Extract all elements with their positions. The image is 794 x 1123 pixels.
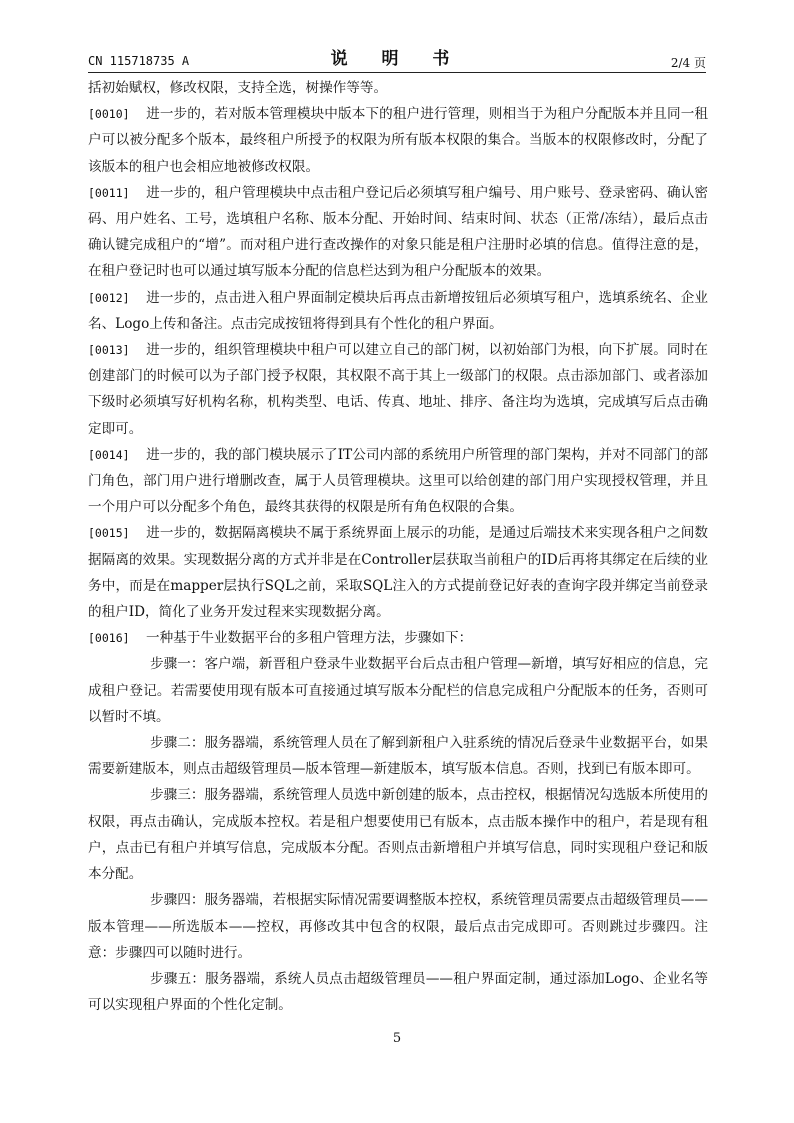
page-header <box>88 44 706 70</box>
paragraph-0013 <box>88 337 708 442</box>
paragraph-number: [0010] <box>88 107 130 122</box>
document-body <box>88 75 708 1018</box>
paragraph-0016 <box>88 625 708 651</box>
paragraph-0011 <box>88 180 708 285</box>
lead-paragraph: 括初始赋权，修改权限，支持全选，树操作等等。 <box>88 80 388 96</box>
paragraph-0015 <box>88 520 708 625</box>
header-rule <box>88 72 706 73</box>
paragraph-number: [0015] <box>88 526 130 541</box>
paragraph-number: [0014] <box>88 447 130 462</box>
paragraph-text: 进一步的，组织管理模块中租户可以建立自己的部门树，以初始部门为根，向下扩展。同时在创建部门的时候可以为子部门授予权限，其权限不高于其上一级部门的权限。点击添加部门、或者添加下级时必须填写好机构名称，机构类型、电话、传真、地址、排序、备注均为选填，完成填写后点击确定即可。 <box>88 342 708 437</box>
paragraph-text: 进一步的，点击进入租户界面制定模块后再点击新增按钮后必须填写租户，选填系统名、企业名、Logo上传和备注。点击完成按钮将得到具有个性化的租户界面。 <box>88 289 708 332</box>
paragraph-text: 进一步的，数据隔离模块不属于系统界面上展示的功能，是通过后端技术来实现各租户之间数据隔离的效果。实现数据分离的方式并非是在Controller层获取当前租户的ID后再将其绑定在后续的业务中，而是在mapper层执行SQL之前，采取SQL注入的方式提前登记好表的查询字段并绑定当前登录的租户ID，简化了业务开发过程来实现数据分离。 <box>88 525 708 621</box>
document-title: 说 明 书 <box>330 49 464 69</box>
paragraph-number: [0012] <box>88 290 130 305</box>
publication-number: CN 115718735 A <box>88 54 190 68</box>
paragraph-text: 进一步的，若对版本管理模块中版本下的租户进行管理，则相当于为租户分配版本并且同一租户可以被分配多个版本，最终租户所授予的权限为所有版本权限的集合。当版本的权限修改时，分配了该版本的租户也会相应地被修改权限。 <box>88 106 708 175</box>
step-4: 步骤四：服务器端，若根据实际情况需要调整版本控权，系统管理员需要点击超级管理员——版本管理——所选版本——控权，再修改其中包含的权限，最后点击完成即可。否则跳过步骤四。注意：步骤四可以随时进行。 <box>88 892 708 961</box>
page-number: 5 <box>392 1031 402 1046</box>
page-indicator: 2/4 页 <box>670 56 706 70</box>
paragraph-0012 <box>88 285 708 337</box>
paragraph-0014 <box>88 442 708 521</box>
paragraph-number: [0016] <box>88 631 130 646</box>
step-1: 步骤一：客户端，新晋租户登录牛业数据平台后点击租户管理—新增，填写好相应的信息，完成租户登记。若需要使用现有版本可直接通过填写版本分配栏的信息完成租户分配版本的任务，否则可以暂时不填。 <box>88 656 708 725</box>
step-5: 步骤五：服务器端，系统人员点击超级管理员——租户界面定制，通过添加Logo、企业名等可以实现租户界面的个性化定制。 <box>88 970 708 1014</box>
paragraph-text: 进一步的，我的部门模块展示了IT公司内部的系统用户所管理的部门架构，并对不同部门的部门角色，部门用户进行增删改查，属于人员管理模块。这里可以给创建的部门用户实现授权管理，并且一个用户可以分配多个角色，最终其获得的权限是所有角色权限的合集。 <box>88 446 708 516</box>
step-3: 步骤三：服务器端，系统管理人员选中新创建的版本，点击控权，根据情况勾选版本所使用的权限，再点击确认，完成版本控权。若是租户想要使用已有版本，点击版本操作中的租户，若是现有租户，点击已有租户并填写信息，完成版本分配。否则点击新增租户并填写信息，同时实现租户登记和版本分配。 <box>88 787 708 883</box>
paragraph-number: [0011] <box>88 185 130 200</box>
paragraph-0010 <box>88 101 708 180</box>
paragraph-text: 一种基于牛业数据平台的多租户管理方法，步骤如下： <box>146 630 473 647</box>
step-2: 步骤二：服务器端，系统管理人员在了解到新租户入驻系统的情况后登录牛业数据平台，如果需要新建版本，则点击超级管理员—版本管理—新建版本，填写版本信息。否则，找到已有版本即可。 <box>88 735 708 778</box>
paragraph-number: [0013] <box>88 343 130 358</box>
paragraph-text: 进一步的，租户管理模块中点击租户登记后必须填写租户编号、用户账号、登录密码、确认密码、用户姓名、工号，选填租户名称、版本分配、开始时间、结束时间、状态（正常/冻结），最后点击确认键完成租户的“增”。而对租户进行查改操作的对象只能是租户注册时必填的信息。值得注意的是，在租户登记时也可以通过填写版本分配的信息栏达到为租户分配版本的效果。 <box>88 184 708 280</box>
